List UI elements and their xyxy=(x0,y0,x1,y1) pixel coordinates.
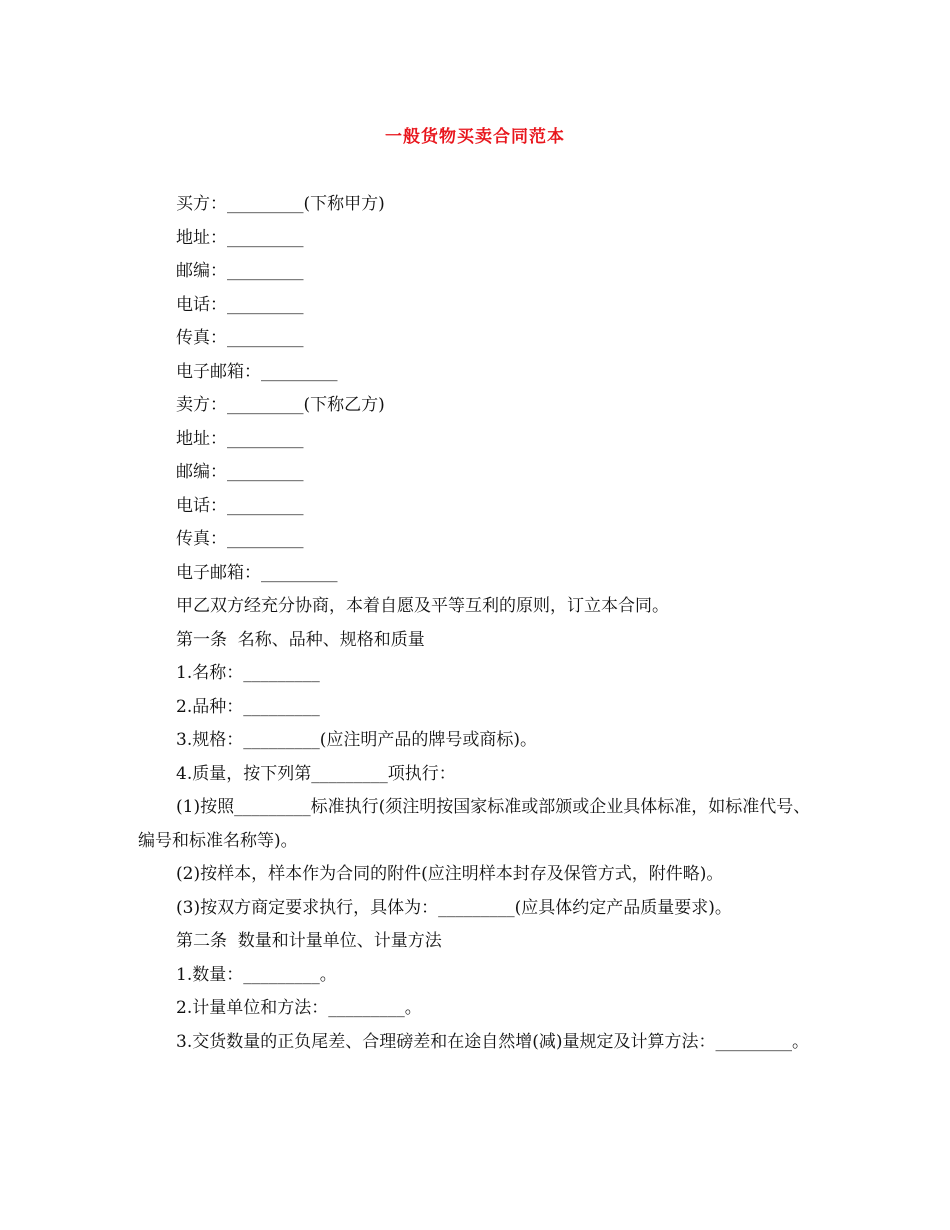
buyer-fax-line: 传真：_________ xyxy=(176,328,304,348)
seller-email-line: 电子邮箱：_________ xyxy=(176,562,338,583)
document-body xyxy=(138,188,818,1059)
quality-option-2: (2)按样本，样本作为合同的附件(应注明样本封存及保管方式，附件略)。 xyxy=(176,864,724,884)
seller-phone-line: 电话：_________ xyxy=(176,495,304,516)
agreement-intro: 甲乙双方经充分协商，本着自愿及平等互利的原则，订立本合同。 xyxy=(176,596,669,616)
quality-option-3: (3)按双方商定要求执行，具体为：_________(应具体约定产品质量要求)。 xyxy=(176,897,732,918)
buyer-line: 买方：_________(下称甲方) xyxy=(176,194,385,214)
quality-option-1: (1)按照_________标准执行(须注明按国家标准或部颁或企业具体标准，如标准代号、编号和标准名称等)。 xyxy=(138,797,811,851)
seller-address-line: 地址：_________ xyxy=(176,428,304,449)
article-2-heading: 第二条 数量和计量单位、计量方法 xyxy=(176,931,442,951)
document-title: 一般货物买卖合同范本 xyxy=(385,127,565,147)
seller-postcode-line: 邮编：_________ xyxy=(176,462,304,482)
article-1-item-spec: 3.规格：_________(应注明产品的牌号或商标)。 xyxy=(176,730,537,750)
article-1-heading: 第一条 名称、品种、规格和质量 xyxy=(176,629,425,650)
article-1-item-name: 1.名称：_________ xyxy=(176,663,320,683)
article-1-item-quality: 4.质量，按下列第_________项执行： xyxy=(176,763,456,784)
article-2-item-quantity: 1.数量：_________。 xyxy=(176,964,337,985)
seller-fax-line: 传真：_________ xyxy=(176,529,304,549)
buyer-postcode-line: 邮编：_________ xyxy=(176,261,304,281)
article-2-item-unit: 2.计量单位和方法：_________。 xyxy=(176,998,422,1018)
buyer-address-line: 地址：_________ xyxy=(176,227,304,248)
seller-line: 卖方：_________(下称乙方) xyxy=(176,395,385,415)
article-1-item-variety: 2.品种：_________ xyxy=(176,696,320,717)
buyer-phone-line: 电话：_________ xyxy=(176,294,304,315)
buyer-email-line: 电子邮箱：_________ xyxy=(176,361,338,382)
article-2-item-tolerance: 3.交货数量的正负尾差、合理磅差和在途自然增(减)量规定及计算方法：_________。 xyxy=(176,1031,809,1052)
